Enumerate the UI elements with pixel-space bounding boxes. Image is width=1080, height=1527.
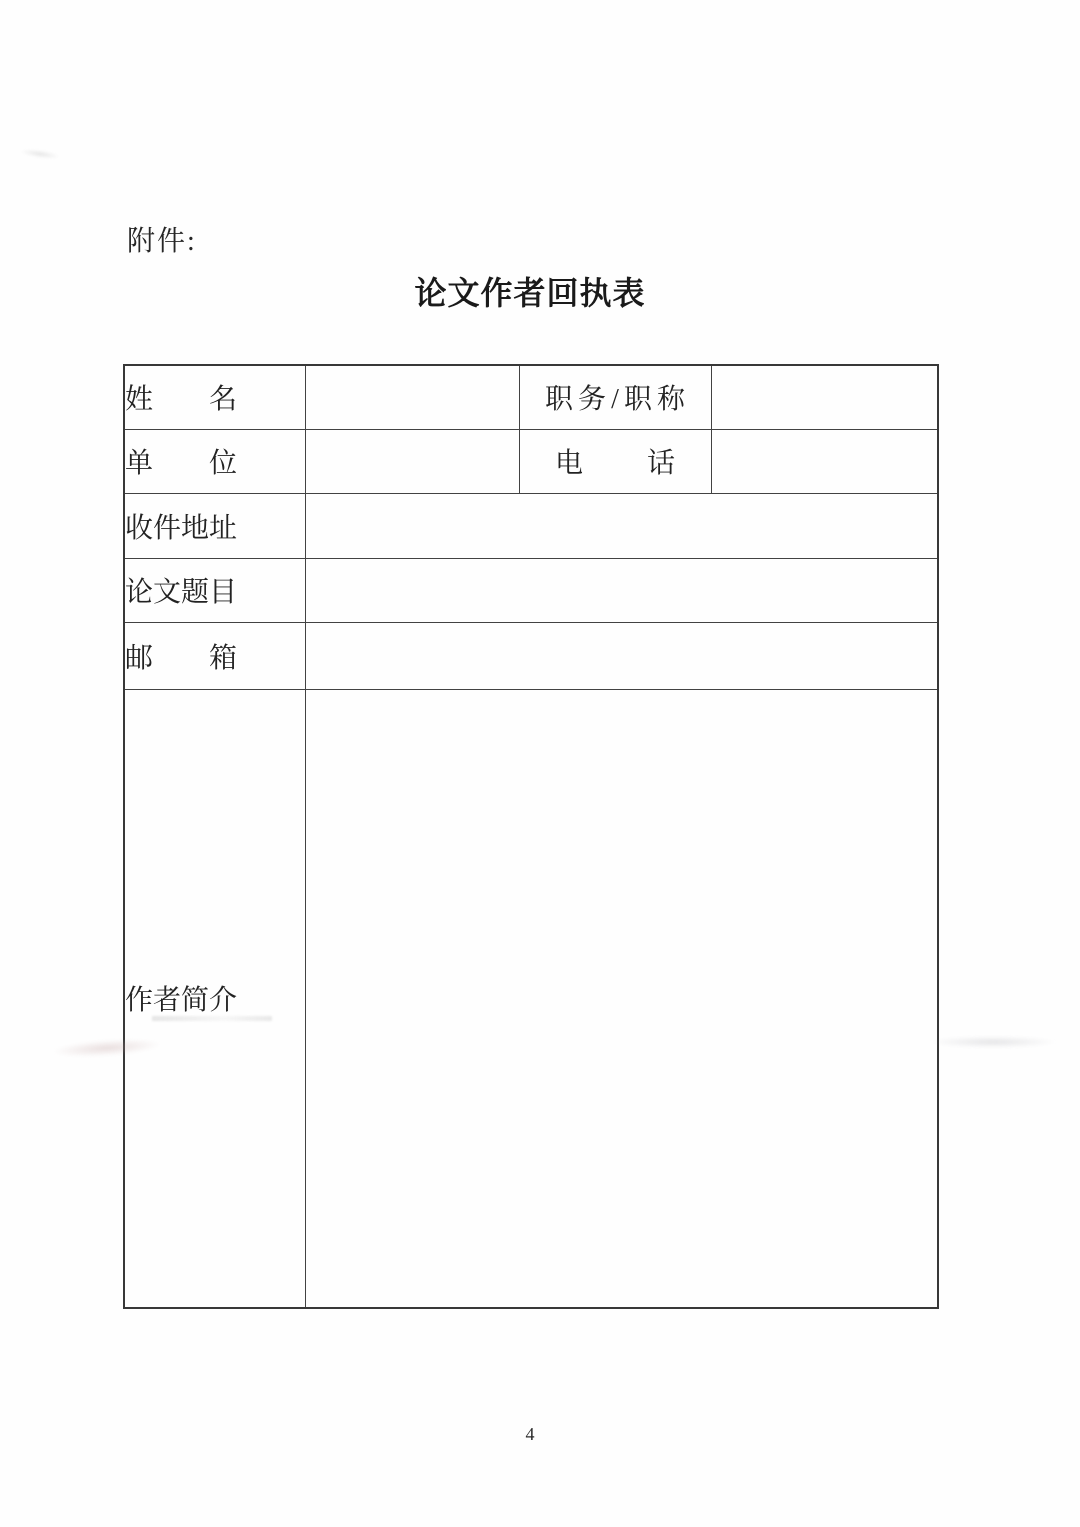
position-label: 职务/职称: [545, 384, 685, 416]
org-label: 单位: [125, 448, 237, 479]
table-row-author-bio: [124, 689, 938, 1308]
attachment-label: 附件:: [127, 226, 197, 257]
phone-label: 电话: [555, 448, 675, 479]
bio-value-cell: [305, 689, 938, 1308]
email-label-cell: [124, 622, 305, 689]
paper-title-label-cell: [124, 558, 305, 622]
address-label-cell: [124, 493, 305, 558]
page-title: 论文作者回执表: [414, 275, 646, 311]
paper-title-value-cell: [305, 558, 938, 622]
scan-smudge: [20, 147, 61, 160]
author-reply-form-table: [123, 364, 939, 1309]
table-row-org-phone: [124, 429, 938, 493]
org-value-cell: [305, 429, 519, 493]
position-value-cell: [711, 365, 938, 429]
name-label: 姓名: [125, 384, 237, 416]
email-value-cell: [305, 622, 938, 689]
table-row-address: [124, 493, 938, 558]
bio-label-cell: [124, 689, 305, 1308]
table-row-email: [124, 622, 938, 689]
table-row-paper-title: [124, 558, 938, 622]
name-label-cell: [124, 365, 305, 429]
bio-label: 作者简介: [125, 985, 238, 1017]
position-label-cell: [519, 365, 711, 429]
address-label: 收件地址: [125, 512, 238, 544]
org-label-cell: [124, 429, 305, 493]
phone-label-cell: [519, 429, 711, 493]
page-number: 4: [525, 1424, 535, 1444]
name-value-cell: [305, 365, 519, 429]
table-row-name-position: [124, 365, 938, 429]
paper-title-label: 论文题目: [125, 577, 238, 608]
scan-smudge: [928, 1036, 1058, 1048]
phone-value-cell: [711, 429, 938, 493]
address-value-cell: [305, 493, 938, 558]
email-label: 邮箱: [125, 642, 237, 674]
